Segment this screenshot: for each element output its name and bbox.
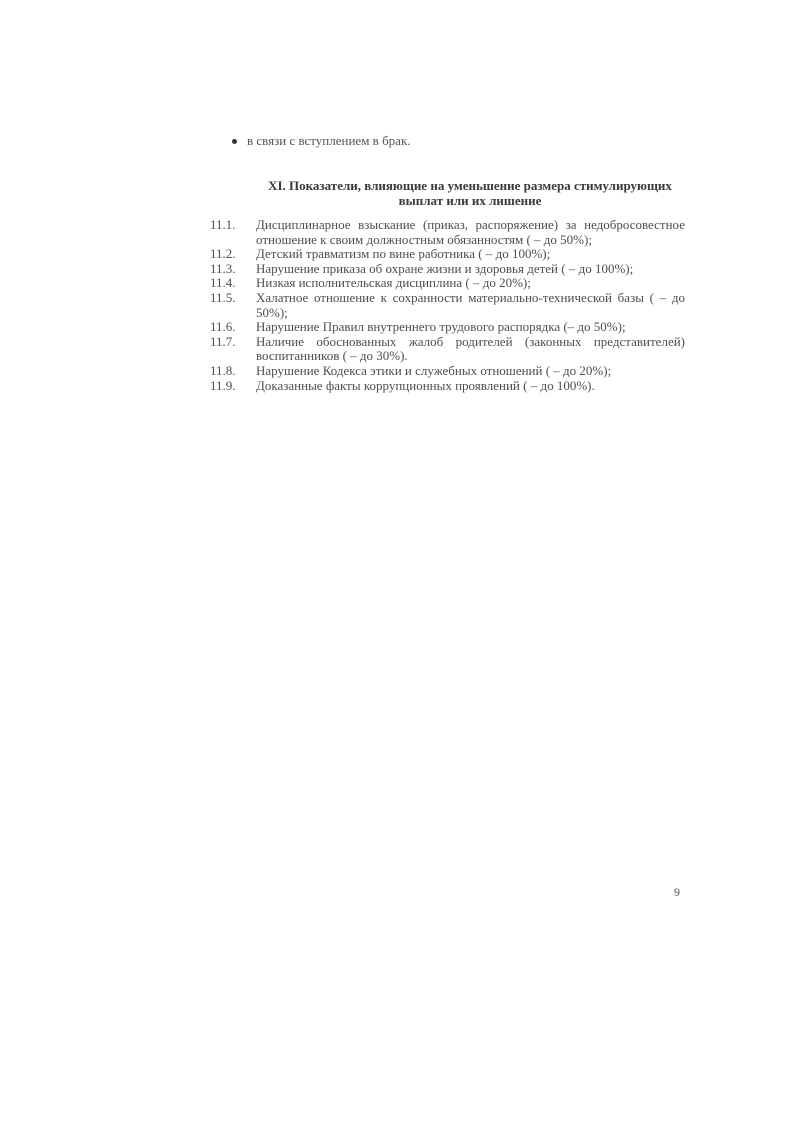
item-number: 11.9.	[210, 377, 236, 393]
item-text: Дисциплинарное взыскание (приказ, распоряжение) за недобросовестное отношение к своим должностным обязанностям ( – до 50%);	[256, 217, 685, 247]
item-text: Нарушение Кодекса этики и служебных отношений ( – до 20%);	[256, 362, 612, 378]
bullet-list-item	[232, 132, 411, 149]
list-item	[210, 247, 685, 262]
page-number: 9	[674, 885, 680, 899]
list-item	[210, 320, 685, 335]
list-item	[210, 379, 685, 394]
list-item	[210, 335, 685, 364]
section-heading	[200, 178, 740, 208]
item-text: Низкая исполнительская дисциплина ( – до 20%);	[256, 275, 531, 291]
item-number: 11.8.	[210, 362, 236, 378]
item-text: Наличие обоснованных жалоб родителей (законных представителей) воспитанников ( – до 30%).	[256, 333, 685, 364]
list-item	[210, 364, 685, 379]
bullet-text: в связи с вступлением в брак.	[247, 133, 411, 148]
item-text: Нарушение приказа об охране жизни и здоровья детей ( – до 100%);	[256, 260, 634, 276]
bullet-icon	[232, 139, 237, 144]
list-item	[210, 291, 685, 320]
list-item	[210, 262, 685, 277]
item-text: Нарушение Правил внутреннего трудового распорядка (– до 50%);	[256, 319, 626, 335]
item-number: 11.5.	[210, 289, 236, 305]
section-title-line-1: XI. Показатели, влияющие на уменьшение размера стимулирующих	[268, 178, 672, 193]
item-number: 11.6.	[210, 319, 236, 335]
indicator-list	[210, 218, 685, 393]
item-number: 11.3.	[210, 260, 236, 276]
list-item	[210, 218, 685, 247]
item-text: Халатное отношение к сохранности материально-технической базы ( – до 50%);	[256, 289, 685, 320]
item-text: Доказанные факты коррупционных проявлений ( – до 100%).	[256, 377, 595, 393]
list-item	[210, 276, 685, 291]
item-number: 11.1.	[210, 217, 236, 232]
section-title-line-2: выплат или их лишение	[398, 193, 542, 208]
item-number: 11.4.	[210, 275, 236, 291]
item-number: 11.7.	[210, 333, 236, 349]
item-number: 11.2.	[210, 246, 236, 262]
item-text: Детский травматизм по вине работника ( – до 100%);	[256, 246, 551, 262]
